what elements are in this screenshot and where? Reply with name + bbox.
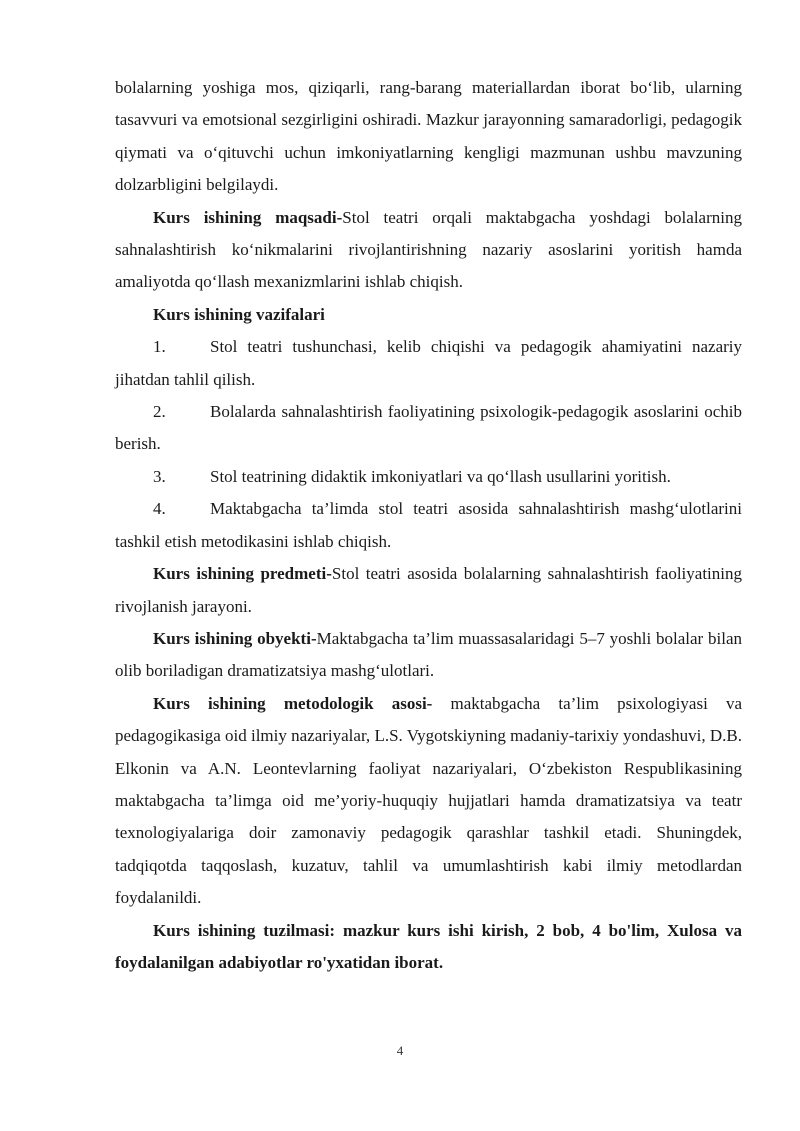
- task-number: 4.: [153, 499, 166, 519]
- task-text: Maktabgacha ta’limda stol teatri asosida sahnalashtirish mashg‘ulotlarini tashkil etish metodikasini ishlab chiqish.: [115, 499, 742, 551]
- task-text: Stol teatrining didaktik imkoniyatlari va qo‘llash usullarini yoritish.: [210, 466, 671, 486]
- object-paragraph: [115, 623, 742, 688]
- tasks-heading: Kurs ishining vazifalari: [153, 304, 325, 324]
- methodology-label: Kurs ishining metodologik asosi-: [153, 693, 433, 713]
- subject-paragraph: [115, 558, 742, 623]
- structure-paragraph: Kurs ishining tuzilmasi: mazkur kurs ishi kirish, 2 bob, 4 bo'lim, Xulosa va foydalanilgan adabiyotlar ro'yxatidan iborat.: [115, 920, 742, 972]
- task-number: 2.: [153, 402, 166, 422]
- task-number: 1.: [153, 337, 166, 357]
- goal-label: Kurs ishining maqsadi-: [153, 207, 343, 227]
- task-text: Stol teatri tushunchasi, kelib chiqishi va pedagogik ahamiyatini nazariy jihatdan tahlil qilish.: [115, 337, 742, 389]
- task-text: Bolalarda sahnalashtirish faoliyatining psixologik-pedagogik asoslarini ochib berish.: [115, 402, 742, 454]
- methodology-paragraph: [115, 688, 742, 915]
- intro-paragraph: bolalarning yoshiga mos, qiziqarli, rang-barang materiallardan iborat bo‘lib, ularning tasavvuri va emotsional sezgirligini oshiradi. Mazkur jarayonning samaradorligi, pedagogik qiymati va o‘qituvchi uchun imkoniyatlarning kengligi mazmunan ushbu mavzuning dolzarbligini belgilaydi.: [115, 78, 742, 195]
- task-item-1: [115, 331, 742, 396]
- object-label: Kurs ishining obyekti-: [153, 628, 317, 648]
- document-page: [115, 72, 742, 979]
- page-number: 4: [396, 1043, 404, 1058]
- goal-paragraph: [115, 202, 742, 299]
- subject-text: Stol teatri asosida bolalarning sahnalashtirish faoliyatining rivojlanish jarayoni.: [115, 564, 742, 616]
- task-item-3: [115, 461, 742, 493]
- goal-text: Stol teatri orqali maktabgacha yoshdagi bolalarning sahnalashtirish ko‘nikmalarini rivojlantirishning nazariy asoslarini yoritish hamda amaliyotda qo‘llash mexanizmlarini ishlab chiqish.: [115, 207, 742, 292]
- methodology-text: maktabgacha ta’lim psixologiyasi va pedagogikasiga oid ilmiy nazariyalar, L.S. Vygotskiyning madaniy-tarixiy yondashuvi, D.B. Elkonin va A.N. Leontevlarning faoliyat nazariyalari, O‘zbekiston Respublikasining maktabgacha ta’limga oid me’yoriy-huquqiy hujjatlari hamda dramatizatsiya va teatr texnologiyalariga doir zamonaviy pedagogik qarashlar tashkil etadi. Shuningdek, tadqiqotda taqqoslash, kuzatuv, tahlil va umumlashtirish kabi ilmiy metodlardan foydalanildi.: [115, 693, 743, 908]
- subject-label: Kurs ishining predmeti-: [153, 564, 332, 584]
- task-item-4: [115, 493, 742, 558]
- object-text: Maktabgacha ta’lim muassasalaridagi 5–7 yoshli bolalar bilan olib boriladigan dramatizatsiya mashg‘ulotlari.: [115, 628, 742, 681]
- task-item-2: [115, 396, 742, 461]
- task-number: 3.: [153, 466, 166, 486]
